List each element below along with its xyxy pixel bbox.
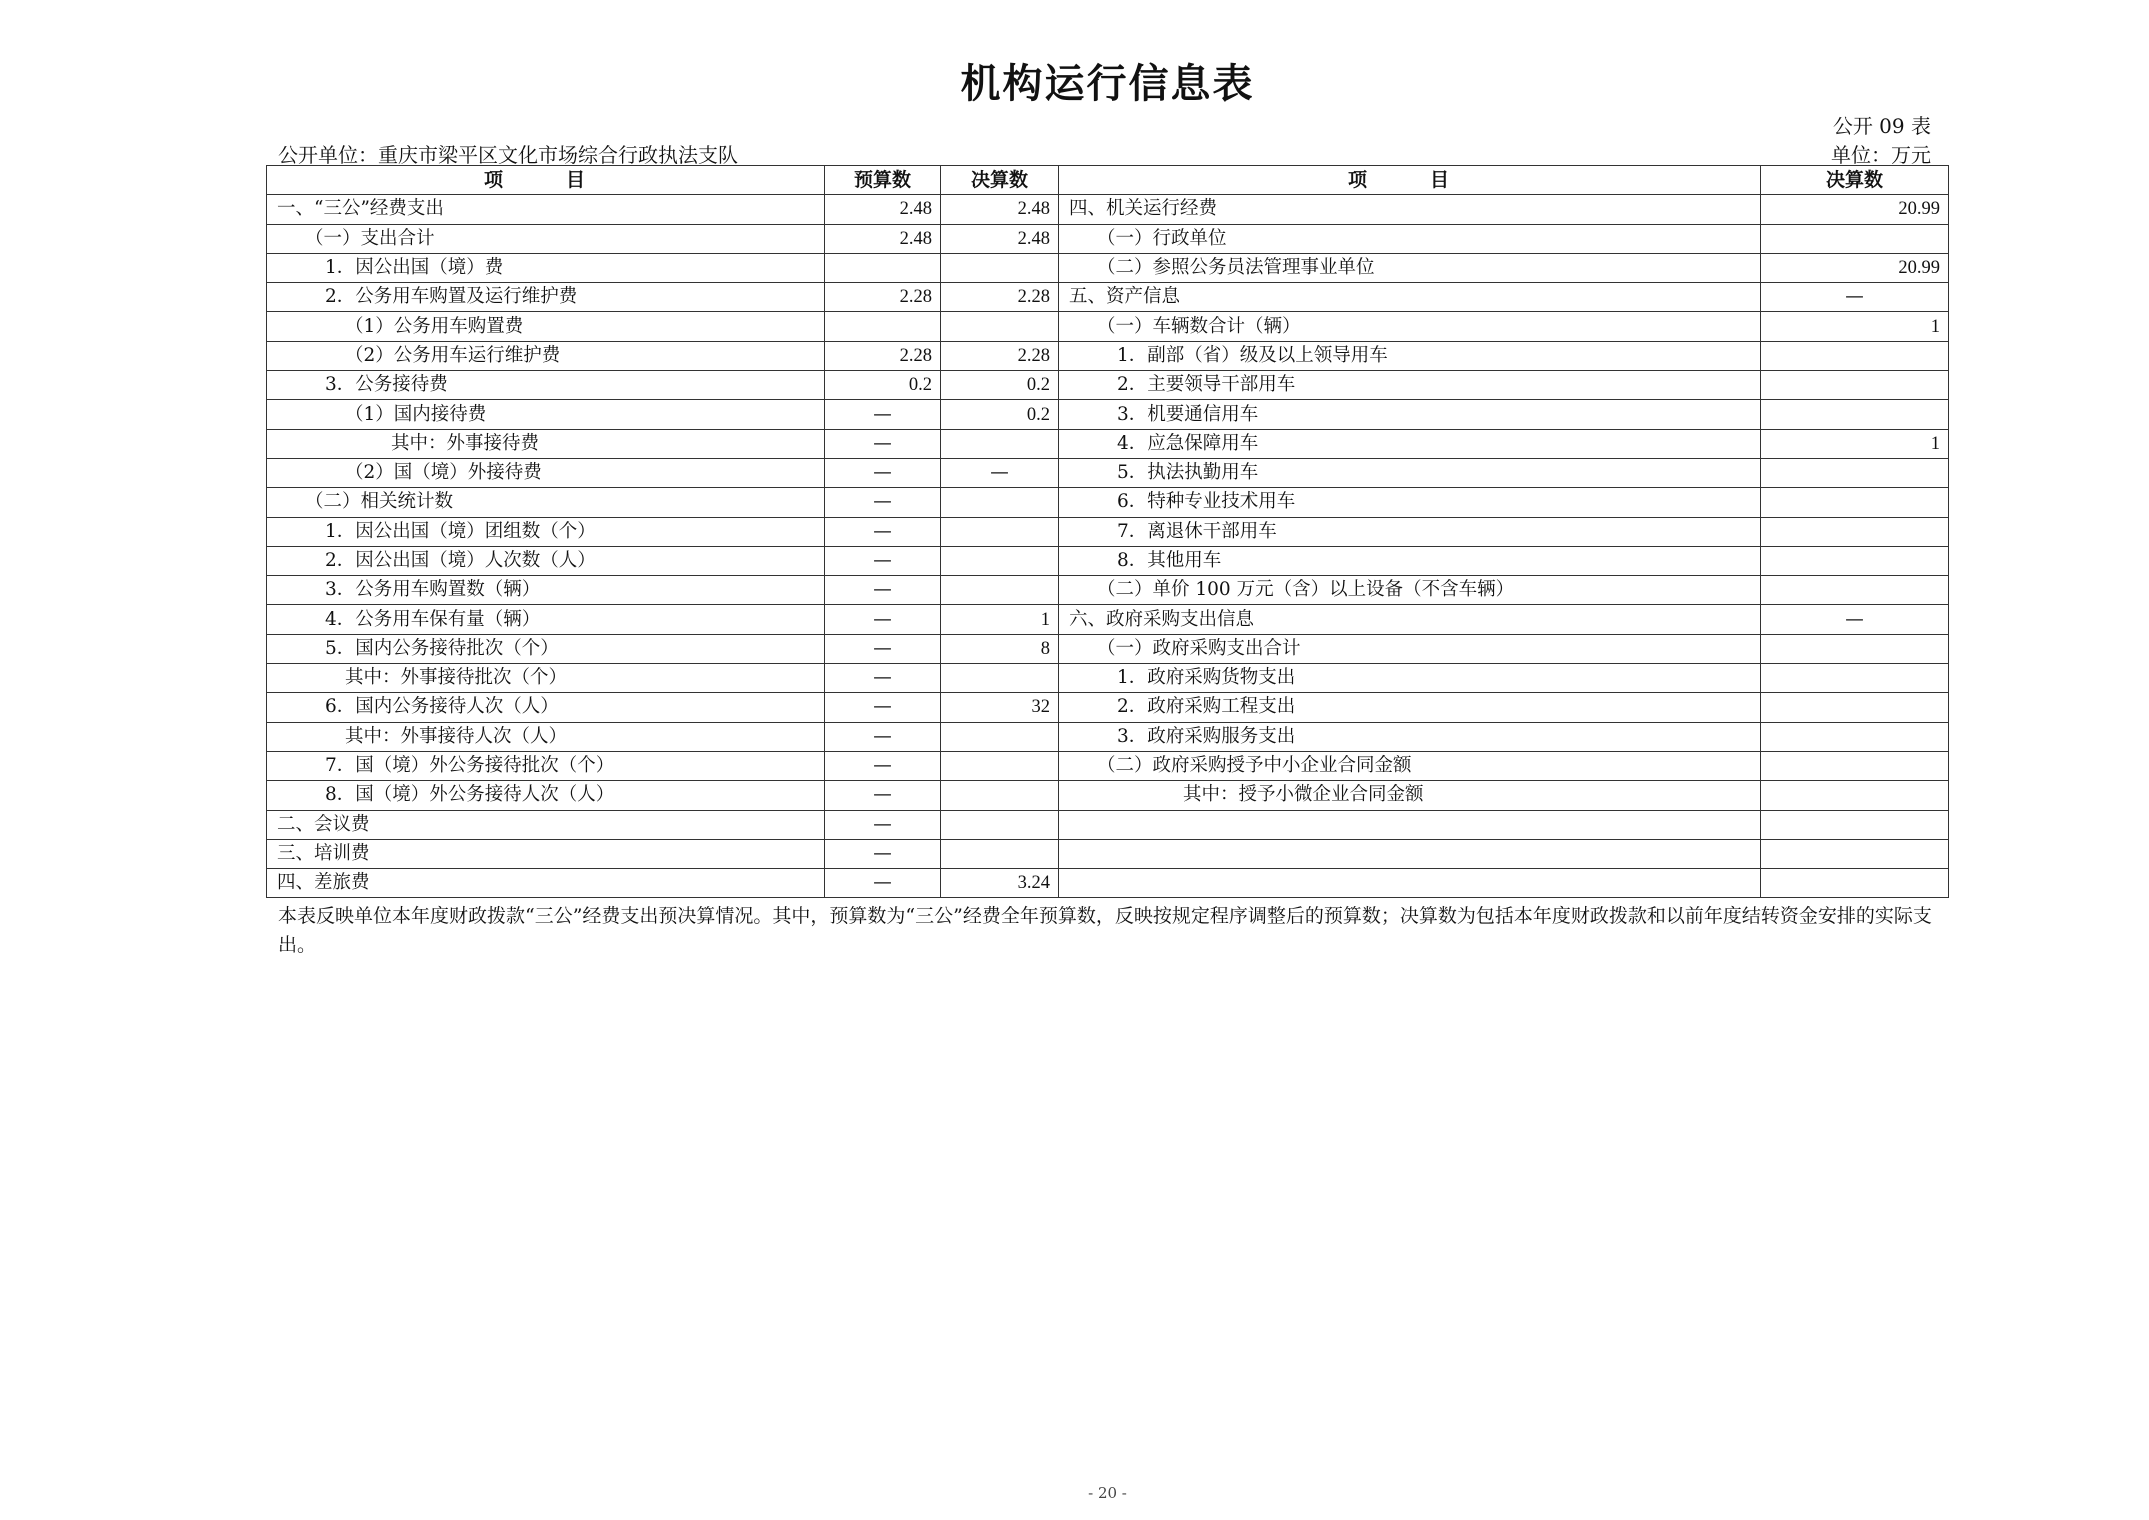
table-row (267, 224, 1949, 253)
table-row (267, 839, 1949, 868)
budget-cell: — (825, 429, 941, 458)
table-row (267, 751, 1949, 780)
operation-info-table (266, 165, 1949, 898)
budget-cell: — (825, 400, 941, 429)
right-final-cell (1761, 664, 1949, 693)
budget-cell: — (825, 546, 941, 575)
right-item-cell (1059, 810, 1761, 839)
budget-cell: — (825, 693, 941, 722)
table-body (267, 195, 1949, 898)
right-item-cell: （一）政府采购支出合计 (1059, 634, 1761, 663)
right-final-cell (1761, 400, 1949, 429)
right-final-cell (1761, 488, 1949, 517)
table-row (267, 693, 1949, 722)
final-cell (941, 253, 1059, 282)
right-item-cell (1059, 869, 1761, 898)
left-item-cell: 一、“三公”经费支出 (267, 195, 825, 224)
left-item-cell: 8．国（境）外公务接待人次（人） (267, 781, 825, 810)
table-row (267, 312, 1949, 341)
right-final-cell (1761, 458, 1949, 487)
final-cell: 0.2 (941, 400, 1059, 429)
final-cell: 1 (941, 605, 1059, 634)
budget-cell (825, 312, 941, 341)
budget-cell: — (825, 664, 941, 693)
table-row (267, 781, 1949, 810)
right-item-cell: 四、机关运行经费 (1059, 195, 1761, 224)
right-item-cell (1059, 839, 1761, 868)
final-cell (941, 722, 1059, 751)
budget-cell: — (825, 781, 941, 810)
table-row (267, 634, 1949, 663)
budget-cell: — (825, 722, 941, 751)
table-row (267, 810, 1949, 839)
right-item-cell: （一）行政单位 (1059, 224, 1761, 253)
right-item-cell: 3．机要通信用车 (1059, 400, 1761, 429)
right-final-cell: 1 (1761, 429, 1949, 458)
left-item-cell: 其中：外事接待人次（人） (267, 722, 825, 751)
form-number: 公开 09 表 (1832, 114, 1931, 138)
left-item-cell: 2．公务用车购置及运行维护费 (267, 283, 825, 312)
final-cell (941, 312, 1059, 341)
right-item-cell: 6．特种专业技术用车 (1059, 488, 1761, 517)
table-row (267, 722, 1949, 751)
right-final-cell: — (1761, 605, 1949, 634)
budget-cell: 2.28 (825, 283, 941, 312)
right-final-cell (1761, 693, 1949, 722)
header-budget: 预算数 (825, 166, 941, 195)
header-right-item: 项 目 (1059, 166, 1761, 195)
table-row (267, 488, 1949, 517)
table-row (267, 195, 1949, 224)
right-item-cell: 2．政府采购工程支出 (1059, 693, 1761, 722)
left-item-cell: （二）相关统计数 (267, 488, 825, 517)
final-cell (941, 839, 1059, 868)
final-cell: 2.28 (941, 283, 1059, 312)
right-item-cell: （二）政府采购授予中小企业合同金额 (1059, 751, 1761, 780)
left-item-cell: （1）公务用车购置费 (267, 312, 825, 341)
table-row (267, 869, 1949, 898)
table-row (267, 458, 1949, 487)
right-final-cell (1761, 546, 1949, 575)
right-item-cell: 4．应急保障用车 (1059, 429, 1761, 458)
table-row (267, 283, 1949, 312)
header-right-final: 决算数 (1761, 166, 1949, 195)
page-title: 机构运行信息表 (960, 61, 1255, 107)
right-item-cell: 8．其他用车 (1059, 546, 1761, 575)
header-final: 决算数 (941, 166, 1059, 195)
final-cell (941, 781, 1059, 810)
final-cell: — (941, 458, 1059, 487)
final-cell (941, 488, 1059, 517)
right-final-cell (1761, 839, 1949, 868)
budget-cell: 2.48 (825, 224, 941, 253)
right-final-cell: 20.99 (1761, 253, 1949, 282)
budget-cell: — (825, 869, 941, 898)
right-final-cell (1761, 371, 1949, 400)
final-cell: 8 (941, 634, 1059, 663)
left-item-cell: （2）国（境）外接待费 (267, 458, 825, 487)
left-item-cell: 其中：外事接待费 (267, 429, 825, 458)
table-row (267, 576, 1949, 605)
right-final-cell (1761, 634, 1949, 663)
header-left-item: 项 目 (267, 166, 825, 195)
right-final-cell (1761, 810, 1949, 839)
budget-cell: — (825, 458, 941, 487)
final-cell: 2.48 (941, 195, 1059, 224)
right-item-cell: 1．副部（省）级及以上领导用车 (1059, 341, 1761, 370)
table-row (267, 664, 1949, 693)
final-cell: 3.24 (941, 869, 1059, 898)
right-final-cell (1761, 781, 1949, 810)
budget-cell: — (825, 634, 941, 663)
currency-unit: 单位：万元 (1831, 143, 1931, 167)
right-final-cell (1761, 576, 1949, 605)
unit-line (278, 139, 1931, 168)
budget-cell: — (825, 839, 941, 868)
table-row (267, 429, 1949, 458)
left-item-cell: （1）国内接待费 (267, 400, 825, 429)
left-item-cell: 三、培训费 (267, 839, 825, 868)
left-item-cell: 3．公务用车购置数（辆） (267, 576, 825, 605)
budget-cell: 2.48 (825, 195, 941, 224)
budget-cell (825, 253, 941, 282)
table-header-row (267, 166, 1949, 195)
right-item-cell: 1．政府采购货物支出 (1059, 664, 1761, 693)
budget-cell: — (825, 751, 941, 780)
final-cell: 2.48 (941, 224, 1059, 253)
left-item-cell: 1．因公出国（境）团组数（个） (267, 517, 825, 546)
left-item-cell: 1．因公出国（境）费 (267, 253, 825, 282)
right-final-cell (1761, 722, 1949, 751)
left-item-cell: 四、差旅费 (267, 869, 825, 898)
right-item-cell: 5．执法执勤用车 (1059, 458, 1761, 487)
right-final-cell (1761, 869, 1949, 898)
final-cell (941, 546, 1059, 575)
budget-cell: 2.28 (825, 341, 941, 370)
left-item-cell: 2．因公出国（境）人次数（人） (267, 546, 825, 575)
left-item-cell: 二、会议费 (267, 810, 825, 839)
right-item-cell: 五、资产信息 (1059, 283, 1761, 312)
left-item-cell: 7．国（境）外公务接待批次（个） (267, 751, 825, 780)
right-item-cell: （二）参照公务员法管理事业单位 (1059, 253, 1761, 282)
final-cell: 2.28 (941, 341, 1059, 370)
final-cell (941, 517, 1059, 546)
left-item-cell: 4．公务用车保有量（辆） (267, 605, 825, 634)
table-row (267, 371, 1949, 400)
left-item-cell: 其中：外事接待批次（个） (267, 664, 825, 693)
final-cell (941, 810, 1059, 839)
right-final-cell (1761, 751, 1949, 780)
table-row (267, 341, 1949, 370)
final-cell (941, 664, 1059, 693)
final-cell (941, 429, 1059, 458)
right-final-cell (1761, 224, 1949, 253)
right-final-cell (1761, 341, 1949, 370)
budget-cell: 0.2 (825, 371, 941, 400)
left-item-cell: （2）公务用车运行维护费 (267, 341, 825, 370)
table-row (267, 400, 1949, 429)
budget-cell: — (825, 605, 941, 634)
budget-cell: — (825, 488, 941, 517)
left-item-cell: 6．国内公务接待人次（人） (267, 693, 825, 722)
right-item-cell: （一）车辆数合计（辆） (1059, 312, 1761, 341)
budget-cell: — (825, 810, 941, 839)
right-item-cell: 3．政府采购服务支出 (1059, 722, 1761, 751)
left-item-cell: （一）支出合计 (267, 224, 825, 253)
left-item-cell: 3．公务接待费 (267, 371, 825, 400)
final-cell (941, 576, 1059, 605)
budget-cell: — (825, 517, 941, 546)
table-row (267, 517, 1949, 546)
table-row (267, 605, 1949, 634)
table-row (267, 253, 1949, 282)
budget-cell: — (825, 576, 941, 605)
page-number: - 20 - (1088, 1484, 1127, 1502)
right-final-cell: — (1761, 283, 1949, 312)
final-cell: 0.2 (941, 371, 1059, 400)
right-item-cell: 六、政府采购支出信息 (1059, 605, 1761, 634)
right-final-cell (1761, 517, 1949, 546)
final-cell: 32 (941, 693, 1059, 722)
unit-name: 公开单位：重庆市梁平区文化市场综合行政执法支队 (278, 143, 738, 167)
right-final-cell: 1 (1761, 312, 1949, 341)
right-item-cell: 其中：授予小微企业合同金额 (1059, 781, 1761, 810)
right-item-cell: （二）单价 100 万元（含）以上设备（不含车辆） (1059, 576, 1761, 605)
right-item-cell: 7．离退休干部用车 (1059, 517, 1761, 546)
final-cell (941, 751, 1059, 780)
table-row (267, 546, 1949, 575)
right-item-cell: 2．主要领导干部用车 (1059, 371, 1761, 400)
left-item-cell: 5．国内公务接待批次（个） (267, 634, 825, 663)
table-note: 本表反映单位本年度财政拨款“三公”经费支出预决算情况。其中，预算数为“三公”经费全年预算数，反映按规定程序调整后的预算数；决算数为包括本年度财政拨款和以前年度结转资金安排的实际支出。 (278, 905, 1932, 956)
right-final-cell: 20.99 (1761, 195, 1949, 224)
